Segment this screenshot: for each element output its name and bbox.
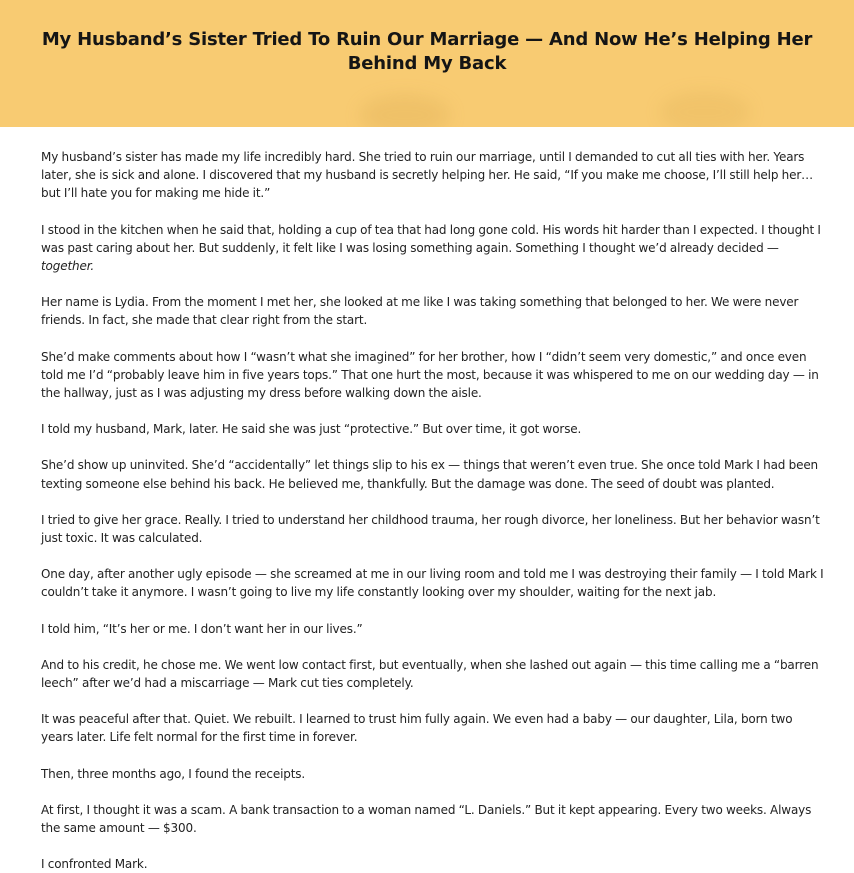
paragraph: I confronted Mark. [41, 857, 148, 872]
paragraph: Her name is Lydia. From the moment I met her, she looked at me like I was taking something that belonged to her. We were never friends. In fact, she made that clear right from the start. [41, 295, 799, 328]
paragraph: And to his credit, he chose me. We went low contact first, but eventually, when she lashed out again — this time calling me a “barren leech” after we’d had a miscarriage — Mark cut ties completely. [41, 657, 819, 691]
paragraph: I told him, “It’s her or me. I don’t want her in our lives.” [41, 621, 363, 636]
paragraph: She’d show up uninvited. She’d “accidentally” let things slip to his ex — things that weren’t even true. She once told Mark I had been texting someone else behind his back. He believed me, thankfully. But the damage was done. The seed of doubt was planted. [41, 458, 819, 491]
article-title: My Husband’s Sister Tried To Ruin Our Marriage — And Now He’s Helping Her Behind My Back [41, 29, 813, 74]
paragraph-text: I stood in the kitchen when he said that, holding a cup of tea that had long gone cold. His words hit harder than I expected. I thought I was past caring about her. But suddenly, it felt like I was losing something again. Something I thought we’d already decided — [41, 222, 821, 255]
article-body [0, 127, 854, 873]
paragraph: It was peaceful after that. Quiet. We rebuilt. I learned to trust him fully again. We even had a baby — our daughter, Lila, born two years later. Life felt normal for the first time in forever. [41, 712, 793, 745]
emphasized-text: together. [41, 259, 95, 274]
paragraph: My husband’s sister has made my life incredibly hard. She tried to ruin our marriage, until I demanded to cut all ties with her. Years later, she is sick and alone. I discovered that my husband is secretly helping her. He said, “If you make me choose, I’ll still help her… but I’ll hate you for making me hide it.” [41, 150, 814, 201]
paragraph: One day, after another ugly episode — she screamed at me in our living room and told me I was destroying their family — I told Mark I couldn’t take it anymore. I wasn’t going to live my life constantly looking over my shoulder, waiting for the next jab. [41, 567, 824, 600]
paragraph: I told my husband, Mark, later. He said she was just “protective.” But over time, it got worse. [41, 422, 582, 437]
paragraph: Then, three months ago, I found the receipts. [41, 766, 306, 781]
paragraph [41, 221, 824, 276]
paragraph: I tried to give her grace. Really. I tried to understand her childhood trauma, her rough divorce, her loneliness. But her behavior wasn’t just toxic. It was calculated. [41, 512, 820, 546]
article-header [0, 0, 854, 127]
paragraph: She’d make comments about how I “wasn’t what she imagined” for her brother, how I “didn’t seem very domestic,” and once even told me I’d “probably leave him in five years tops.” That one hurt the most, because it was whispered to me on our wedding day — in the hallway, just as I was adjusting my dress before walking down the aisle. [41, 349, 819, 401]
paragraph: At first, I thought it was a scam. A bank transaction to a woman named “L. Daniels.” But it kept appearing. Every two weeks. Always the same amount — $300. [41, 802, 812, 836]
